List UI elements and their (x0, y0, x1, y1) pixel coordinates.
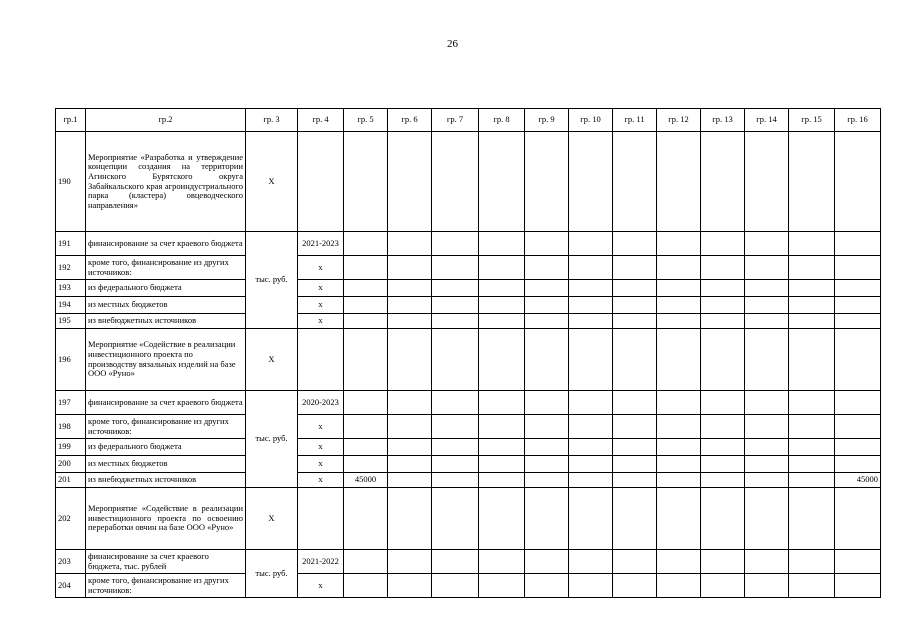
period-cell: х (298, 314, 344, 329)
header-cell: гр. 16 (835, 109, 881, 132)
row-number: 202 (56, 488, 86, 550)
row-description: Мероприятие «Разработка и утверждение концепции создания на территории Агинского Бурятского округа Забайкальского края агроиндустриального парка (кластера) овцеводческого направления» (86, 132, 246, 232)
period-cell: 2021-2023 (298, 232, 344, 256)
table-row (56, 415, 881, 439)
header-cell: гр. 14 (745, 109, 789, 132)
table-row (56, 329, 881, 391)
table-row (56, 488, 881, 550)
unit-cell: тыс. руб. (246, 391, 298, 488)
header-cell: гр. 5 (344, 109, 388, 132)
row-description: финансирование за счет краевого бюджета (86, 232, 246, 256)
header-row (56, 109, 881, 132)
row-description: финансирование за счет краевого бюджета, тыс. рублей (86, 550, 246, 574)
row-number: 194 (56, 297, 86, 314)
row-description: кроме того, финансирование из других источников: (86, 256, 246, 280)
table-row (56, 314, 881, 329)
header-cell: гр. 7 (432, 109, 479, 132)
row-number: 204 (56, 574, 86, 598)
row-description: из федерального бюджета (86, 439, 246, 456)
cell-col3: Х (246, 132, 298, 232)
header-cell: гр. 15 (789, 109, 835, 132)
header-cell: гр. 10 (569, 109, 613, 132)
budget-table (55, 108, 881, 598)
row-description: кроме того, финансирование из других источников: (86, 574, 246, 598)
row-number: 195 (56, 314, 86, 329)
cell-col3: Х (246, 488, 298, 550)
header-cell: гр.1 (56, 109, 86, 132)
header-cell: гр. 6 (388, 109, 432, 132)
period-cell: х (298, 574, 344, 598)
table-row (56, 550, 881, 574)
row-description: из внебюджетных источников (86, 314, 246, 329)
table-row (56, 256, 881, 280)
header-cell: гр. 8 (479, 109, 525, 132)
period-cell: х (298, 297, 344, 314)
header-cell: гр. 9 (525, 109, 569, 132)
table-row (56, 574, 881, 598)
period-cell: х (298, 256, 344, 280)
row-number: 196 (56, 329, 86, 391)
row-description: из федерального бюджета (86, 280, 246, 297)
table-row (56, 280, 881, 297)
row-description: из внебюджетных источников (86, 473, 246, 488)
row-description: из местных бюджетов (86, 456, 246, 473)
period-cell: х (298, 456, 344, 473)
period-cell: 2021-2022 (298, 550, 344, 574)
row-number: 191 (56, 232, 86, 256)
row-description: финансирование за счет краевого бюджета (86, 391, 246, 415)
row-number: 192 (56, 256, 86, 280)
row-number: 198 (56, 415, 86, 439)
row-description: из местных бюджетов (86, 297, 246, 314)
row-number: 193 (56, 280, 86, 297)
row-description: кроме того, финансирование из других источников: (86, 415, 246, 439)
table-row (56, 232, 881, 256)
header-cell: гр. 4 (298, 109, 344, 132)
row-number: 200 (56, 456, 86, 473)
period-cell: х (298, 439, 344, 456)
unit-cell: тыс. руб. (246, 550, 298, 598)
row-number: 197 (56, 391, 86, 415)
period-cell: 2020-2023 (298, 391, 344, 415)
header-cell: гр. 12 (657, 109, 701, 132)
row-description: Мероприятие «Содействие в реализации инвестиционного проекта по освоению переработки овчин на базе ООО «Руно» (86, 488, 246, 550)
cell-col3: Х (246, 329, 298, 391)
value-col16: 45000 (835, 473, 881, 488)
page-number: 26 (447, 38, 458, 50)
row-number: 203 (56, 550, 86, 574)
header-cell: гр. 13 (701, 109, 745, 132)
unit-cell: тыс. руб. (246, 232, 298, 329)
row-number: 201 (56, 473, 86, 488)
period-cell: х (298, 473, 344, 488)
row-number: 199 (56, 439, 86, 456)
row-description: Мероприятие «Содействие в реализации инвестиционного проекта по производству вязальных изделий на базе ООО «Руно» (86, 329, 246, 391)
table-row (56, 473, 881, 488)
table-row (56, 391, 881, 415)
header-cell: гр.2 (86, 109, 246, 132)
header-cell: гр. 11 (613, 109, 657, 132)
period-cell: х (298, 280, 344, 297)
table-row (56, 439, 881, 456)
header-cell: гр. 3 (246, 109, 298, 132)
period-cell: х (298, 415, 344, 439)
table-row (56, 456, 881, 473)
table-row (56, 132, 881, 232)
table-row (56, 297, 881, 314)
value-col5: 45000 (344, 473, 388, 488)
row-number: 190 (56, 132, 86, 232)
